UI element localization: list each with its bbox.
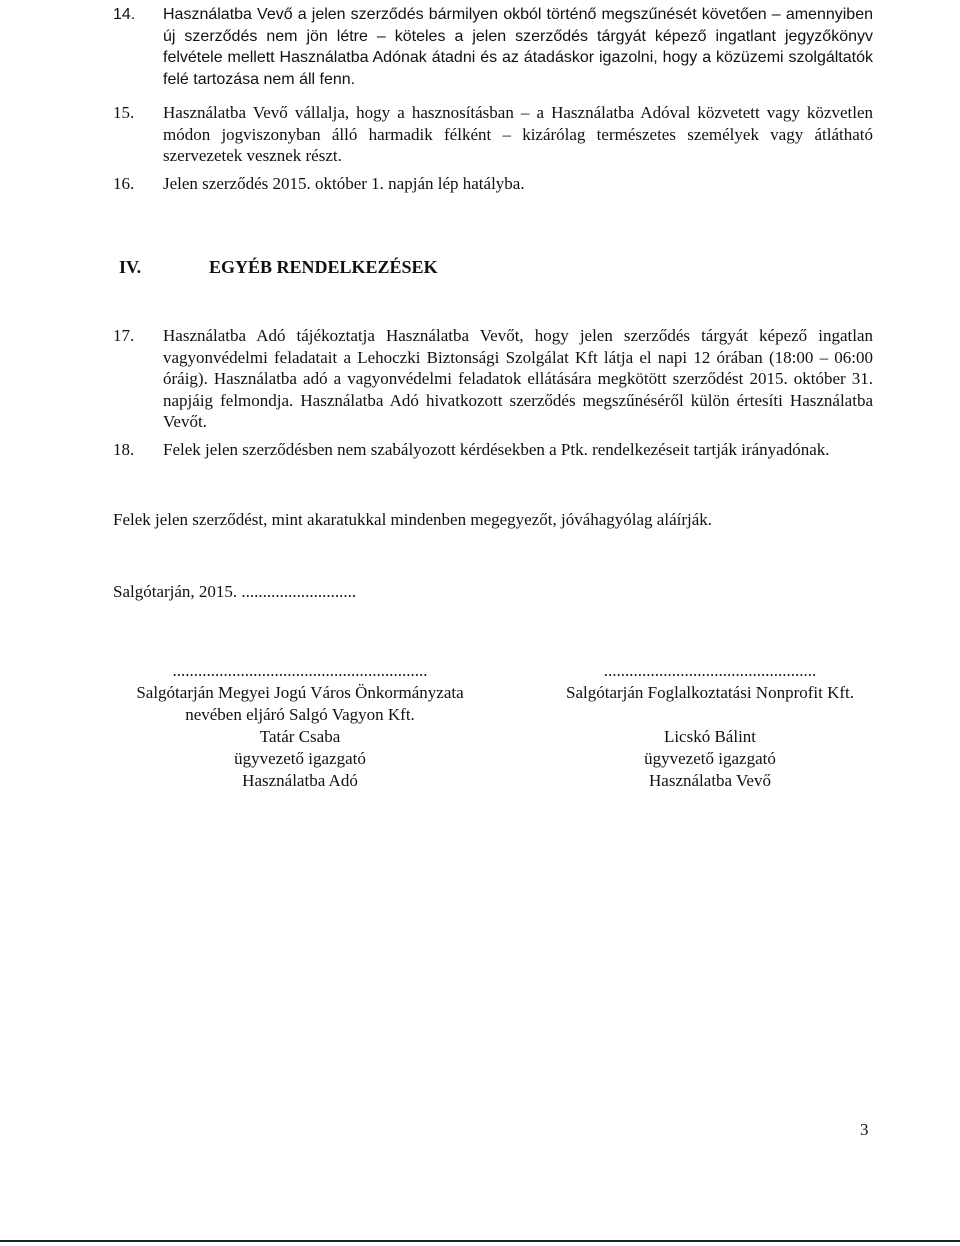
signatory-party: Használatba Adó xyxy=(242,771,358,790)
clause-14 xyxy=(113,4,873,90)
section-roman-numeral: IV. xyxy=(119,257,142,277)
page-number: 3 xyxy=(860,1120,869,1139)
clause-number: 18. xyxy=(113,440,135,459)
clause-number: 15. xyxy=(113,103,135,122)
signatory-role: ügyvezető igazgató xyxy=(234,749,366,768)
clause-15 xyxy=(113,102,873,167)
signature-line: .................................................. xyxy=(603,661,817,680)
clause-text: Használatba Adó tájékoztatja Használatba Vevőt, hogy jelen szerződés tárgyát képező ingatlan vagyonvédelmi feladatait a Lehoczki Biztonsági Szolgálat Kft látja el napi 12 órában (18:00 – 06:00 óráig). Használatba adó a vagyonvédelmi feladatok ellátására megkötött szerződést 2015. október 31. napjáig felmondja. Használatba Adó hivatkozott szerződés megszűnéséről külön értesíti Használatba Vevőt. xyxy=(163,326,873,431)
signatory-organization: Salgótarján Foglalkoztatási Nonprofit Kft. xyxy=(566,683,854,702)
clause-text: Jelen szerződés 2015. október 1. napján lép hatályba. xyxy=(163,174,525,193)
spacer xyxy=(500,704,920,726)
bottom-rule xyxy=(0,1240,960,1242)
signatory-name: Licskó Bálint xyxy=(663,727,757,746)
clause-number: 17. xyxy=(113,326,135,345)
clause-17 xyxy=(113,325,873,433)
place-and-date: Salgótarján, 2015. ........................... xyxy=(113,582,357,601)
signature-block-left xyxy=(90,660,510,792)
clause-text: Használatba Vevő a jelen szerződés bármilyen okból történő megszűnését követően – amennyiben új szerződés nem jön létre – köteles a jelen szerződés tárgyát képező ingatlant jegyzőkönyv felvétele mellett Használatba Adónak átadni és az átadáskor igazolni, hogy a közüzemi szolgáltatók felé tartozása nem áll fenn. xyxy=(163,6,873,88)
clause-text: Felek jelen szerződésben nem szabályozott kérdésekben a Ptk. rendelkezéseit tartják irányadónak. xyxy=(163,440,830,459)
section-title: EGYÉB RENDELKEZÉSEK xyxy=(209,257,438,277)
signatory-role: ügyvezető igazgató xyxy=(644,749,776,768)
signatory-name: Tatár Csaba xyxy=(259,727,341,746)
signatory-organization: Salgótarján Megyei Jogú Város Önkormányzata xyxy=(136,683,464,702)
clause-16 xyxy=(113,173,873,195)
clause-number: 16. xyxy=(113,174,135,193)
clause-number: 14. xyxy=(113,6,136,23)
closing-statement: Felek jelen szerződést, mint akaratukkal mindenben megegyezőt, jóváhagyólag aláírják. xyxy=(113,510,713,529)
clause-text: Használatba Vevő vállalja, hogy a hasznosításban – a Használatba Adóval közvetett vagy közvetlen módon jogviszonyban álló harmadik félként – kizárólag természetes személyek vagy átlátható szervezetek vesznek részt. xyxy=(163,103,873,165)
signature-block-right xyxy=(500,660,920,792)
clause-18 xyxy=(113,439,873,461)
signatory-representative: nevében eljáró Salgó Vagyon Kft. xyxy=(185,705,415,724)
signature-line: ............................................................ xyxy=(172,661,428,680)
signatory-party: Használatba Vevő xyxy=(649,771,771,790)
